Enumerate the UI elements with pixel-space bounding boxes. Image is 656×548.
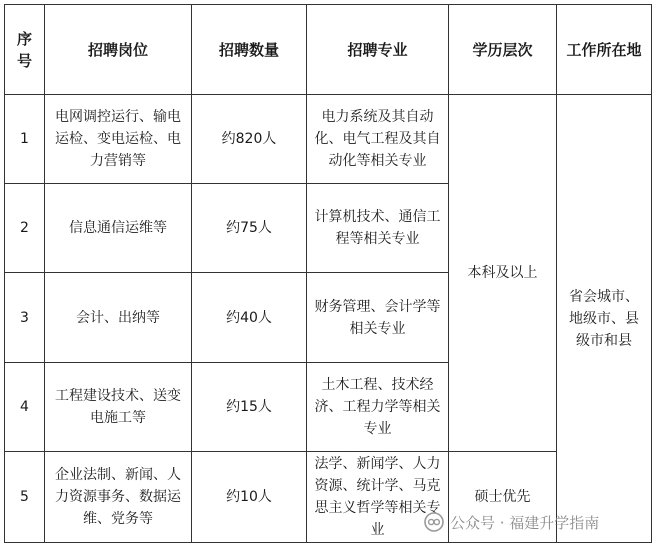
cell-major: 土木工程、技术经济、工程力学等相关专业: [307, 363, 449, 452]
header-cell-quantity: 招聘数量: [192, 5, 307, 95]
cell-major: 计算机技术、通信工程等相关专业: [307, 184, 449, 273]
cell-no: 1: [5, 95, 45, 184]
header-cell-major: 招聘专业: [307, 5, 449, 95]
cell-no: 5: [5, 452, 45, 543]
cell-quantity: 约75人: [192, 184, 307, 273]
cell-no: 3: [5, 273, 45, 363]
watermark-text: 公众号 · 福建升学指南: [450, 513, 600, 532]
table-row: [5, 95, 652, 184]
cell-quantity: 约10人: [192, 452, 307, 543]
cell-quantity: 约15人: [192, 363, 307, 452]
cell-education-bachelor: 本科及以上: [449, 95, 557, 452]
cell-major: 电力系统及其自动化、电气工程及其自动化等相关专业: [307, 95, 449, 184]
cell-education-master: 硕士优先: [449, 452, 557, 543]
header-cell-no: 序号: [5, 5, 45, 95]
cell-major: 财务管理、会计学等相关专业: [307, 273, 449, 363]
cell-no: 2: [5, 184, 45, 273]
table-row: [5, 452, 652, 543]
recruitment-table: [4, 4, 652, 543]
recruitment-table-container: [4, 4, 651, 544]
cell-position: 电网调控运行、输电运检、变电运检、电力营销等: [45, 95, 192, 184]
header-cell-location: 工作所在地: [557, 5, 652, 95]
cell-quantity: 约40人: [192, 273, 307, 363]
cell-no: 4: [5, 363, 45, 452]
cell-position: 企业法制、新闻、人力资源事务、数据运维、党务等: [45, 452, 192, 543]
cell-quantity: 约820人: [192, 95, 307, 184]
cell-major: 法学、新闻学、人力资源、统计学、马克思主义哲学等相关专业: [307, 452, 449, 543]
header-cell-education: 学历层次: [449, 5, 557, 95]
header-row: [5, 5, 652, 95]
header-cell-position: 招聘岗位: [45, 5, 192, 95]
cell-location: 省会城市、地级市、县级市和县: [557, 95, 652, 543]
cell-position: 工程建设技术、送变电施工等: [45, 363, 192, 452]
cell-position: 信息通信运维等: [45, 184, 192, 273]
cell-position: 会计、出纳等: [45, 273, 192, 363]
